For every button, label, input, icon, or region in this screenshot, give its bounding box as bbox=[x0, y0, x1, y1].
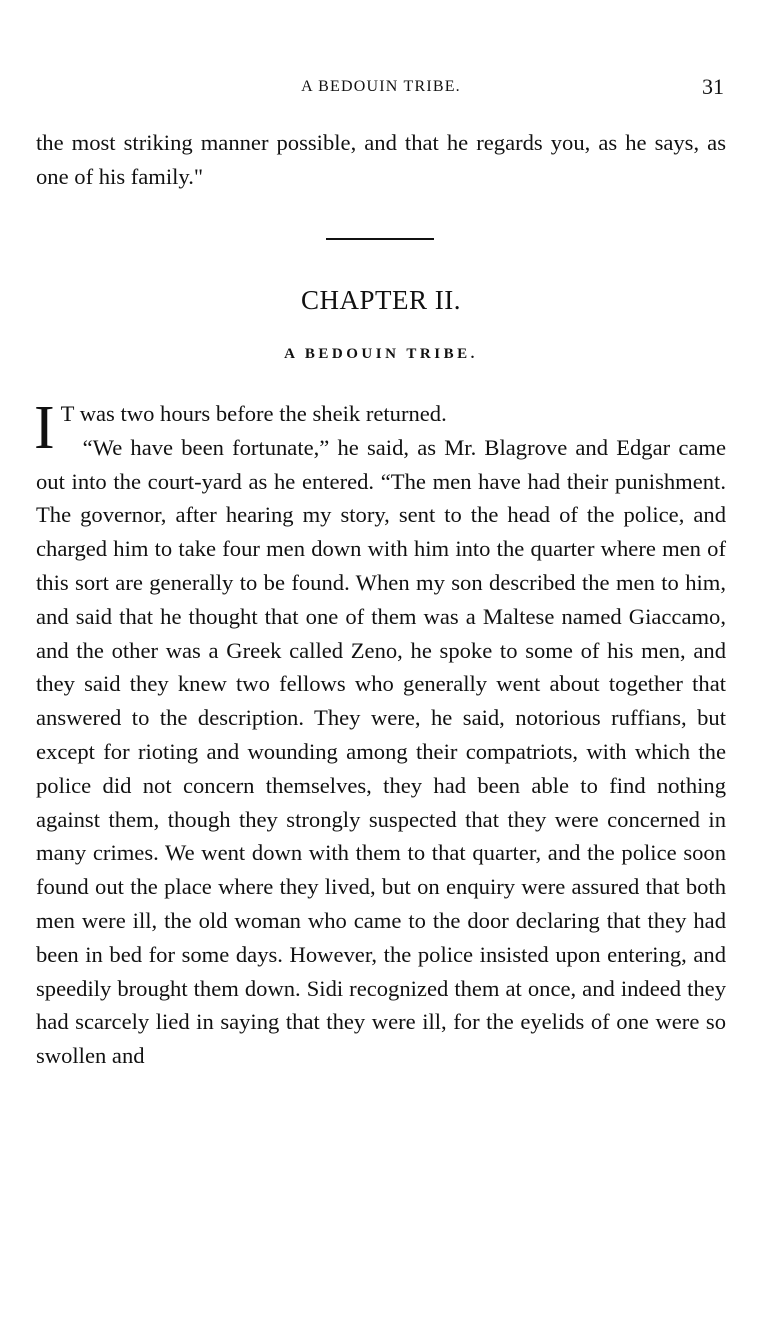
chapter-body bbox=[34, 394, 726, 1073]
carryover-text: the most striking manner possible, and that he regards you, as he says, as one of his family." bbox=[36, 130, 726, 189]
first-paragraph-text: T was two hours before the sheik returned. bbox=[60, 401, 447, 426]
chapter-subtitle: A BEDOUIN TRIBE. bbox=[284, 346, 478, 362]
chapter-title: CHAPTER II. bbox=[301, 285, 461, 315]
running-title: A BEDOUIN TRIBE. bbox=[301, 78, 461, 95]
drop-cap: I bbox=[34, 394, 55, 462]
carryover-paragraph bbox=[36, 126, 726, 194]
first-paragraph bbox=[34, 394, 726, 462]
running-head bbox=[36, 74, 726, 106]
page-number: 31 bbox=[702, 74, 724, 99]
section-divider bbox=[326, 238, 434, 240]
second-paragraph: “We have been fortunate,” he said, as Mr. Blagrove and Edgar came out into the court-yard as he entered. “The men have had their punishment. The governor, after hearing my story, sent to the head of the police, and charged him to take four men down with him into the quarter where men of this sort are generally to be found. When my son described the men to him, and said that he thought that one of them was a Maltese named Giaccamo, and the other was a Greek called Zeno, he spoke to some of his men, and they said they knew two fellows who generally went about together that answered to the description. They were, he said, notorious ruffians, but except for rioting and wounding among their compatriots, with which the police did not concern themselves, they had been able to find nothing against them, though they strongly suspected that they were concerned in many crimes. We went down with them to that quarter, and the police soon found out the place where they lived, but on enquiry were assured that both men were ill, the old woman who came to the door declaring that they had been in bed for some days. However, the police insisted upon entering, and speedily brought them down. Sidi recognized them at once, and indeed they had scarcely lied in saying that they were ill, for the eyelids of one were so swollen and bbox=[36, 434, 726, 1069]
